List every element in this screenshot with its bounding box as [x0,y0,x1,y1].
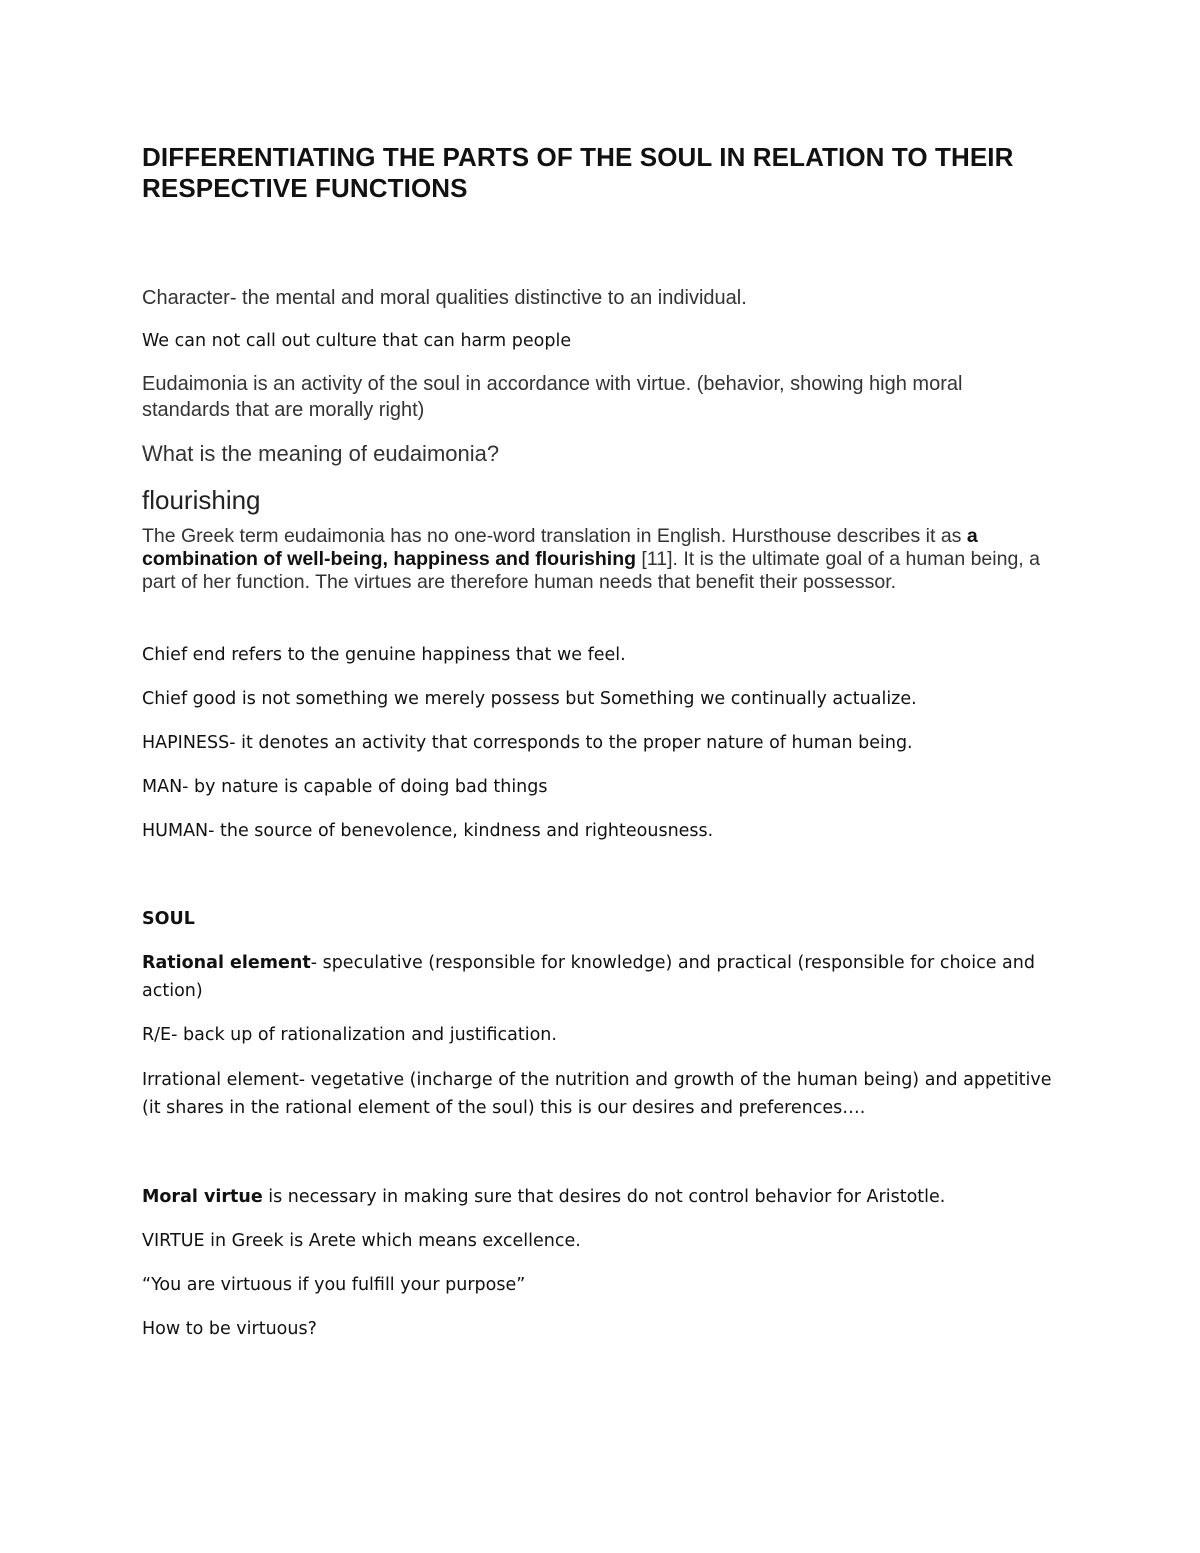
eudaimonia-question: What is the meaning of eudaimonia? [142,441,500,466]
rational-element-label: Rational element [142,953,311,973]
rational-element-paragraph [142,949,1052,1005]
man-line: MAN- by nature is capable of doing bad things [142,777,548,797]
re-line: R/E- back up of rationalization and justification. [142,1025,557,1045]
rational-element-text: - speculative (responsible for knowledge) and practical (responsible for choice and action) [142,953,1035,1001]
greek-term-paragraph [142,525,1052,594]
document-title: DIFFERENTIATING THE PARTS OF THE SOUL IN RELATION TO THEIR RESPECTIVE FUNCTIONS [142,142,1014,203]
chief-end-line: Chief end refers to the genuine happiness that we feel. [142,645,626,665]
moral-virtue-paragraph [142,1183,1052,1211]
character-definition: Character- the mental and moral qualities distinctive to an individual. [142,287,747,309]
hapiness-line: HAPINESS- it denotes an activity that corresponds to the proper nature of human being. [142,733,913,753]
chief-good-line: Chief good is not something we merely possess but Something we continually actualize. [142,689,917,709]
greek-term-text-after: [11]. It is the ultimate goal of a human being, a part of her function. The virtues are therefore human needs that benefit their possessor. [142,548,1040,593]
call-out-line: We can not call out culture that can harm people [142,331,572,351]
eudaimonia-definition: Eudaimonia is an activity of the soul in accordance with virtue. (behavior, showing high moral standards that are morally right) [142,373,963,421]
irrational-element-paragraph: Irrational element- vegetative (incharge of the nutrition and growth of the human being) and appetitive (it shares in the rational element of the soul) this is our desires and preferences…. [142,1070,1052,1118]
greek-term-text-before: The Greek term eudaimonia has no one-word translation in English. Hursthouse describes it as [142,525,967,547]
virtue-greek-line: VIRTUE in Greek is Arete which means excellence. [142,1231,581,1251]
moral-virtue-text: is necessary in making sure that desires do not control behavior for Aristotle. [262,1187,946,1207]
soul-heading [142,905,1052,933]
soul-heading-text: SOUL [142,909,195,929]
virtue-quote: “You are virtuous if you fulfill your purpose” [142,1275,526,1295]
greek-term-bold: a combination of well-being, happiness and flourishing [142,525,978,570]
human-line: HUMAN- the source of benevolence, kindness and righteousness. [142,821,714,841]
how-to-be-virtuous: How to be virtuous? [142,1319,317,1339]
moral-virtue-label: Moral virtue [142,1187,263,1207]
flourishing-heading: flourishing [142,485,261,515]
